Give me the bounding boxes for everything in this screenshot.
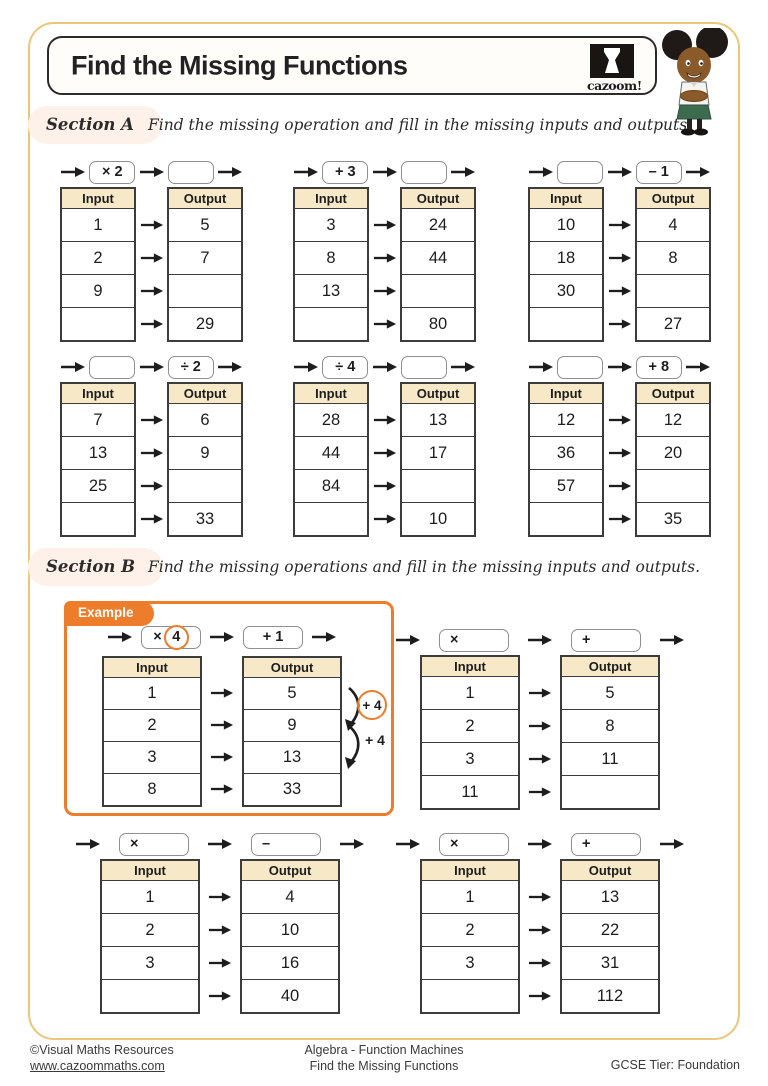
arrow-right-icon: [136, 208, 167, 241]
arrow-right-icon: [604, 403, 635, 436]
arrow-right-icon: [659, 634, 685, 646]
input-cell: 13: [62, 436, 134, 469]
operation-text: +: [582, 632, 591, 648]
arrow-right-icon: [520, 979, 560, 1012]
output-cell: 7: [169, 241, 241, 274]
arrow-right-icon: [200, 979, 240, 1012]
arrow-right-icon: [369, 241, 400, 274]
function-machine: [60, 160, 243, 342]
operation-box[interactable]: [168, 161, 214, 184]
arrow-right-icon: [604, 436, 635, 469]
function-machine: [60, 355, 243, 537]
arrow-right-icon: [136, 502, 167, 535]
operation-text: + 3: [334, 164, 356, 180]
input-cell[interactable]: [295, 307, 367, 340]
input-cell: 2: [422, 709, 518, 742]
output-cell: 33: [169, 502, 241, 535]
input-cell: 8: [295, 241, 367, 274]
output-cell[interactable]: [562, 775, 658, 808]
input-cell: 8: [104, 773, 200, 805]
arrow-right-icon: [339, 838, 365, 850]
arrow-right-icon: [369, 274, 400, 307]
output-cell: 44: [402, 241, 474, 274]
input-table: [293, 187, 369, 342]
input-cell[interactable]: [102, 979, 198, 1012]
cazoom-logo-icon: [589, 44, 635, 78]
input-cell[interactable]: [530, 307, 602, 340]
output-cell: 4: [637, 208, 709, 241]
operation-text: + 8: [648, 359, 670, 375]
title-box: [47, 36, 657, 95]
cazoom-logo: [587, 44, 642, 93]
function-machine: [528, 160, 711, 342]
input-cell: 12: [530, 403, 602, 436]
arrow-right-icon: [527, 838, 553, 850]
arrow-right-icon: [136, 403, 167, 436]
example-annotation-circled: + 4: [357, 690, 387, 720]
output-cell: 6: [169, 403, 241, 436]
arrow-right-icon: [107, 631, 133, 643]
operation-box[interactable]: [401, 356, 447, 379]
example-tab: Example: [64, 601, 154, 626]
output-cell: 17: [402, 436, 474, 469]
output-column-header: Output: [244, 658, 340, 677]
footer-subject: Algebra - Function Machines: [304, 1043, 464, 1057]
cazoom-logo-text: cazoom!: [587, 78, 642, 93]
arrow-right-icon: [369, 502, 400, 535]
function-machine: [100, 832, 340, 1014]
output-cell: 20: [637, 436, 709, 469]
input-table: [528, 382, 604, 537]
arrow-right-icon: [520, 880, 560, 913]
input-table: [420, 655, 520, 810]
function-machine: [420, 832, 660, 1014]
arrow-right-icon: [527, 634, 553, 646]
output-cell[interactable]: [637, 274, 709, 307]
output-cell: 112: [562, 979, 658, 1012]
output-cell: 13: [562, 880, 658, 913]
example-function-machine: [102, 625, 342, 807]
output-cell: 29: [169, 307, 241, 340]
curved-arrow-icon: [343, 724, 365, 770]
output-cell: 4: [242, 880, 338, 913]
output-cell[interactable]: [402, 274, 474, 307]
output-table: [242, 656, 342, 807]
arrow-right-icon: [604, 502, 635, 535]
section-b-label: Section B: [28, 548, 163, 586]
input-cell: 3: [104, 741, 200, 773]
section-a-label: Section A: [28, 106, 162, 144]
output-cell[interactable]: [169, 469, 241, 502]
input-column-header: Input: [295, 189, 367, 208]
output-cell: 8: [637, 241, 709, 274]
input-cell: 1: [102, 880, 198, 913]
arrow-right-icon: [685, 361, 711, 373]
input-table: [60, 382, 136, 537]
arrow-right-icon: [202, 773, 242, 805]
arrow-right-icon: [200, 880, 240, 913]
input-cell: 1: [422, 880, 518, 913]
output-cell: 11: [562, 742, 658, 775]
operation-box: [89, 161, 135, 184]
operation-text: – 1: [648, 164, 669, 180]
arrow-right-icon: [450, 166, 476, 178]
function-machine: [528, 355, 711, 537]
arrow-right-icon: [75, 838, 101, 850]
footer-tier: GCSE Tier: Foundation: [610, 1058, 740, 1072]
input-cell: 84: [295, 469, 367, 502]
operation-box[interactable]: [557, 356, 603, 379]
input-cell: 18: [530, 241, 602, 274]
operation-box[interactable]: [439, 629, 509, 652]
operation-text: ×: [130, 836, 139, 852]
arrow-right-icon: [520, 742, 560, 775]
output-cell[interactable]: [637, 469, 709, 502]
input-cell: 2: [422, 913, 518, 946]
section-b-instruction: Find the missing operations and fill in the missing inputs and outputs.: [148, 558, 701, 576]
input-cell[interactable]: [62, 502, 134, 535]
function-machine: [420, 628, 660, 810]
page-title: Find the Missing Functions: [71, 50, 408, 80]
output-table: [240, 859, 340, 1014]
operation-box[interactable]: [557, 161, 603, 184]
input-cell: 36: [530, 436, 602, 469]
output-cell: 24: [402, 208, 474, 241]
function-machine: [293, 355, 476, 537]
footer-copyright: ©Visual Maths Resources: [30, 1043, 174, 1057]
input-column-header: Input: [422, 861, 518, 880]
arrow-right-icon: [139, 166, 165, 178]
input-cell: 25: [62, 469, 134, 502]
arrow-right-icon: [372, 166, 398, 178]
arrow-right-icon: [659, 838, 685, 850]
output-table: [560, 859, 660, 1014]
output-column-header: Output: [402, 189, 474, 208]
input-cell: 10: [530, 208, 602, 241]
output-cell: 8: [562, 709, 658, 742]
input-cell: 3: [102, 946, 198, 979]
input-table: [100, 859, 200, 1014]
output-table: [560, 655, 660, 810]
arrow-right-icon: [136, 307, 167, 340]
input-cell: 3: [422, 946, 518, 979]
footer-website-link[interactable]: www.cazoommaths.com: [30, 1059, 165, 1073]
input-cell: 57: [530, 469, 602, 502]
input-column-header: Input: [62, 384, 134, 403]
arrow-right-icon: [604, 307, 635, 340]
output-cell: 16: [242, 946, 338, 979]
arrow-right-icon: [450, 361, 476, 373]
input-table: [60, 187, 136, 342]
operation-text: + 1: [262, 629, 284, 645]
output-column-header: Output: [169, 189, 241, 208]
arrow-right-icon: [139, 361, 165, 373]
output-cell: 12: [637, 403, 709, 436]
input-column-header: Input: [295, 384, 367, 403]
operation-text: +: [582, 836, 591, 852]
input-cell: 7: [62, 403, 134, 436]
arrow-right-icon: [369, 469, 400, 502]
arrow-right-icon: [60, 361, 86, 373]
output-column-header: Output: [637, 189, 709, 208]
operation-box: [636, 161, 682, 184]
arrow-right-icon: [604, 274, 635, 307]
operation-box[interactable]: [439, 833, 509, 856]
function-machine: [293, 160, 476, 342]
output-cell: 5: [169, 208, 241, 241]
example-box: [64, 601, 394, 816]
output-table: [400, 382, 476, 537]
output-column-header: Output: [242, 861, 338, 880]
input-table: [420, 859, 520, 1014]
output-cell: 10: [242, 913, 338, 946]
arrow-right-icon: [217, 361, 243, 373]
output-cell: 13: [244, 741, 340, 773]
operation-box: [322, 356, 368, 379]
operation-text: ×: [153, 629, 162, 645]
arrow-right-icon: [207, 838, 233, 850]
arrow-right-icon: [520, 676, 560, 709]
input-cell: 11: [422, 775, 518, 808]
arrow-right-icon: [217, 166, 243, 178]
output-column-header: Output: [562, 657, 658, 676]
arrow-right-icon: [136, 469, 167, 502]
input-cell: 2: [62, 241, 134, 274]
input-cell[interactable]: [62, 307, 134, 340]
input-cell: 30: [530, 274, 602, 307]
arrow-right-icon: [200, 946, 240, 979]
operation-text: ×: [450, 632, 459, 648]
operation-box[interactable]: [571, 629, 641, 652]
operation-box: [322, 161, 368, 184]
input-cell: 9: [62, 274, 134, 307]
operation-box: [243, 626, 303, 649]
input-column-header: Input: [530, 189, 602, 208]
operation-text: × 2: [101, 164, 123, 180]
arrow-right-icon: [311, 631, 337, 643]
output-column-header: Output: [562, 861, 658, 880]
input-cell: 1: [62, 208, 134, 241]
input-cell[interactable]: [530, 502, 602, 535]
output-cell: 5: [244, 677, 340, 709]
arrow-right-icon: [604, 241, 635, 274]
output-column-header: Output: [637, 384, 709, 403]
arrow-right-icon: [60, 166, 86, 178]
output-table: [167, 382, 243, 537]
input-column-header: Input: [104, 658, 200, 677]
output-cell: 35: [637, 502, 709, 535]
arrow-right-icon: [520, 913, 560, 946]
example-annotation: + 4: [365, 732, 385, 748]
arrow-right-icon: [528, 166, 554, 178]
input-cell: 13: [295, 274, 367, 307]
input-cell: 2: [102, 913, 198, 946]
output-cell: 40: [242, 979, 338, 1012]
arrow-right-icon: [136, 241, 167, 274]
operation-box: [141, 626, 201, 649]
input-column-header: Input: [62, 189, 134, 208]
input-cell: 28: [295, 403, 367, 436]
input-cell: 2: [104, 709, 200, 741]
operation-box[interactable]: [571, 833, 641, 856]
arrow-right-icon: [136, 274, 167, 307]
output-cell: 80: [402, 307, 474, 340]
output-cell[interactable]: [169, 274, 241, 307]
input-cell: 44: [295, 436, 367, 469]
arrow-right-icon: [369, 208, 400, 241]
output-cell: 13: [402, 403, 474, 436]
output-cell[interactable]: [402, 469, 474, 502]
arrow-right-icon: [607, 166, 633, 178]
input-table: [528, 187, 604, 342]
input-cell[interactable]: [422, 979, 518, 1012]
section-a-instruction: Find the missing operation and fill in the missing inputs and outputs.: [148, 116, 693, 134]
arrow-right-icon: [395, 838, 421, 850]
output-table: [635, 382, 711, 537]
input-table: [102, 656, 202, 807]
footer-worksheet-title: Find the Missing Functions: [309, 1059, 459, 1073]
arrow-right-icon: [395, 634, 421, 646]
output-table: [167, 187, 243, 342]
arrow-right-icon: [520, 775, 560, 808]
arrow-right-icon: [200, 913, 240, 946]
output-column-header: Output: [169, 384, 241, 403]
input-column-header: Input: [422, 657, 518, 676]
output-cell: 31: [562, 946, 658, 979]
operation-box[interactable]: [251, 833, 321, 856]
arrow-right-icon: [372, 361, 398, 373]
input-table: [293, 382, 369, 537]
output-table: [400, 187, 476, 342]
output-column-header: Output: [402, 384, 474, 403]
arrow-right-icon: [202, 709, 242, 741]
operation-box[interactable]: [119, 833, 189, 856]
circled-answer: 4: [164, 625, 189, 650]
input-cell[interactable]: [295, 502, 367, 535]
arrow-right-icon: [520, 946, 560, 979]
arrow-right-icon: [685, 166, 711, 178]
operation-box: [168, 356, 214, 379]
input-cell: 1: [422, 676, 518, 709]
arrow-right-icon: [604, 208, 635, 241]
operation-text: ÷ 4: [335, 359, 356, 375]
arrow-right-icon: [604, 469, 635, 502]
arrow-right-icon: [202, 741, 242, 773]
arrow-right-icon: [520, 709, 560, 742]
operation-box: [636, 356, 682, 379]
arrow-right-icon: [607, 361, 633, 373]
operation-text: –: [262, 836, 271, 852]
operation-text: ×: [450, 836, 459, 852]
arrow-right-icon: [209, 631, 235, 643]
arrow-right-icon: [528, 361, 554, 373]
input-cell: 1: [104, 677, 200, 709]
operation-box[interactable]: [89, 356, 135, 379]
output-table: [635, 187, 711, 342]
arrow-right-icon: [202, 677, 242, 709]
output-cell: 33: [244, 773, 340, 805]
operation-box[interactable]: [401, 161, 447, 184]
arrow-right-icon: [293, 166, 319, 178]
output-cell: 22: [562, 913, 658, 946]
input-column-header: Input: [102, 861, 198, 880]
output-cell: 10: [402, 502, 474, 535]
arrow-right-icon: [369, 403, 400, 436]
output-cell: 5: [562, 676, 658, 709]
operation-text: ÷ 2: [180, 359, 201, 375]
arrow-right-icon: [369, 436, 400, 469]
arrow-right-icon: [293, 361, 319, 373]
input-cell: 3: [295, 208, 367, 241]
arrow-right-icon: [369, 307, 400, 340]
output-cell: 9: [169, 436, 241, 469]
input-cell: 3: [422, 742, 518, 775]
output-cell: 9: [244, 709, 340, 741]
input-column-header: Input: [530, 384, 602, 403]
arrow-right-icon: [136, 436, 167, 469]
output-cell: 27: [637, 307, 709, 340]
